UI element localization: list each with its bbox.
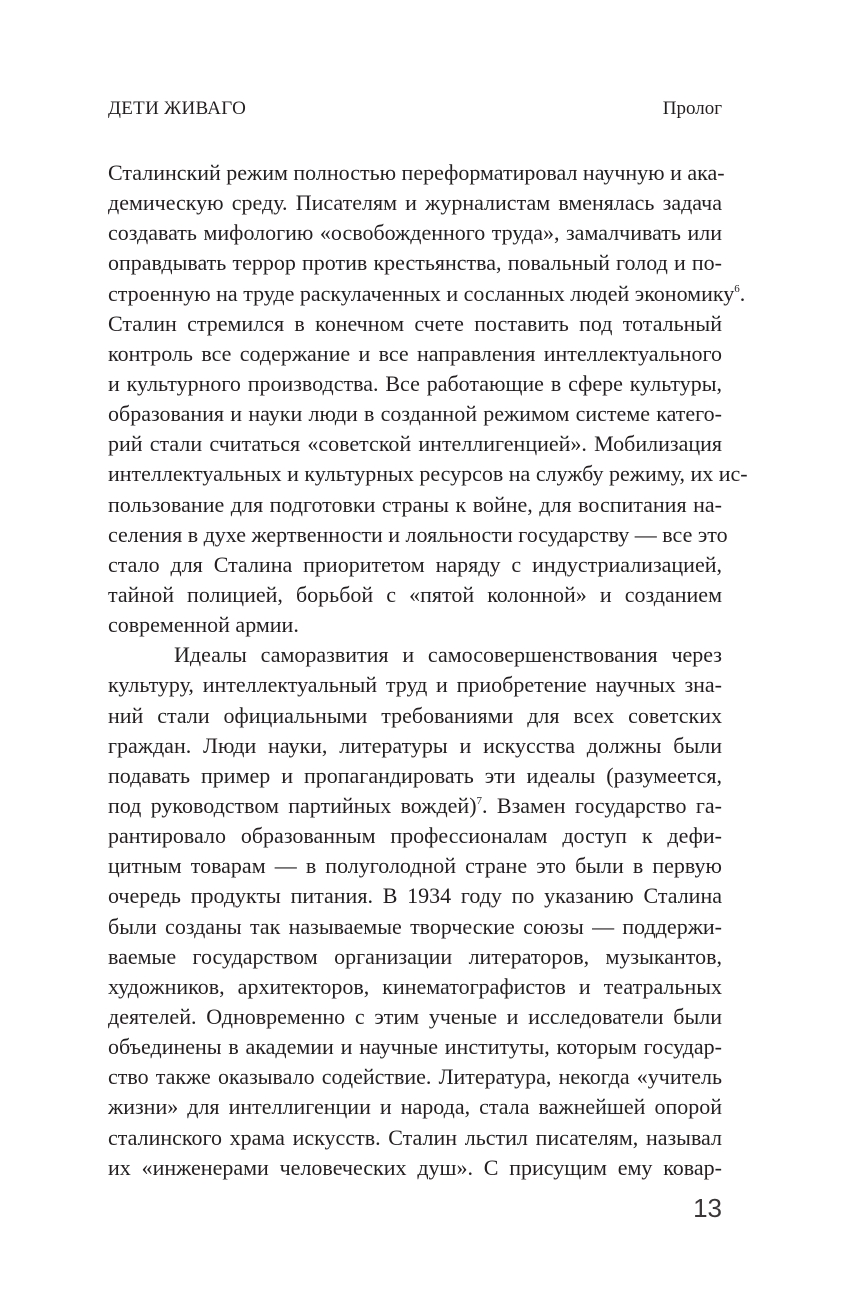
running-head: [108, 94, 722, 124]
text-line: деятелей. Одновременно с этим ученые и исследователи были: [108, 1003, 722, 1029]
text-line: [108, 791, 722, 821]
book-title: ДЕТИ ЖИВАГО: [108, 98, 247, 119]
text-line: цитным товарам — в полуголодной стране это были в первую: [108, 853, 722, 879]
text-line: ний стали официальными требованиями для всех советских: [108, 702, 722, 728]
text-line: тайной полицией, борьбой с «пятой колонной» и созданием: [108, 581, 722, 607]
text-line: Сталинский режим полностью переформатировал научную и ака-: [108, 160, 725, 185]
footnote-marker: 7: [476, 794, 483, 807]
text-line: очередь продукты питания. В 1934 году по указанию Сталина: [108, 883, 722, 909]
chapter-title: Пролог: [662, 98, 722, 119]
line-text-tail: .: [739, 280, 746, 306]
text-line: ваемые государством организации литераторов, музыкантов,: [108, 943, 722, 969]
text-line-indented: Идеалы саморазвития и самосовершенствования через: [174, 642, 722, 668]
text-line: объединены в академии и научные институты, которым государ-: [108, 1034, 722, 1060]
body-text: [108, 158, 748, 1183]
text-line: Сталин стремился в конечном счете поставить под тотальный: [108, 310, 722, 336]
text-line: рантировало образованным профессионалам доступ к дефи-: [108, 823, 722, 849]
text-line: [108, 279, 746, 309]
text-line: художников, архитекторов, кинематографистов и театральных: [108, 973, 722, 999]
text-line: стало для Сталина приоритетом наряду с индустриализацией,: [108, 551, 722, 577]
text-line: сталинского храма искусств. Сталин льстил писателям, называл: [108, 1124, 722, 1150]
text-line: пользование для подготовки страны к войне, для воспитания на-: [108, 491, 722, 517]
line-text-tail: . Взамен государство га-: [482, 792, 722, 818]
page-number: 13: [693, 1193, 722, 1223]
text-line: жизни» для интеллигенции и народа, стала важнейшей опорой: [108, 1094, 722, 1120]
text-line: интеллектуальных и культурных ресурсов на службу режиму, их ис-: [108, 461, 748, 487]
text-line: контроль все содержание и все направления интеллектуального: [108, 340, 722, 366]
text-line: современной армии.: [108, 612, 299, 638]
text-line: их «инженерами человеческих душ». С присущим ему ковар-: [108, 1154, 722, 1180]
text-line: ство также оказывало содействие. Литература, некогда «учитель: [108, 1064, 722, 1090]
text-line: граждан. Люди науки, литературы и искусства должны были: [108, 732, 722, 758]
line-text: под руководством партийных вождей): [108, 792, 477, 818]
text-line: создавать мифологию «освобожденного труда», замалчивать или: [108, 220, 722, 246]
text-line: образования и науки люди в созданной режимом системе катего-: [108, 401, 722, 427]
text-line: селения в духе жертвенности и лояльности государству — все это: [108, 521, 728, 547]
text-line: демическую среду. Писателям и журналистам вменялась задача: [108, 190, 722, 216]
text-line: подавать пример и пропагандировать эти идеалы (разумеется,: [108, 762, 722, 788]
text-line: были созданы так называемые творческие союзы — поддержи-: [108, 913, 722, 939]
footnote-marker: 6: [734, 282, 740, 295]
text-line: и культурного производства. Все работающие в сфере культуры,: [108, 370, 722, 396]
text-line: культуру, интеллектуальный труд и приобретение научных зна-: [108, 672, 722, 698]
line-text: строенную на труде раскулаченных и сосланных людей экономику: [108, 280, 735, 306]
text-line: рий стали считаться «советской интеллигенцией». Мобилизация: [108, 431, 722, 457]
text-line: оправдывать террор против крестьянства, повальный голод и по-: [108, 250, 722, 276]
